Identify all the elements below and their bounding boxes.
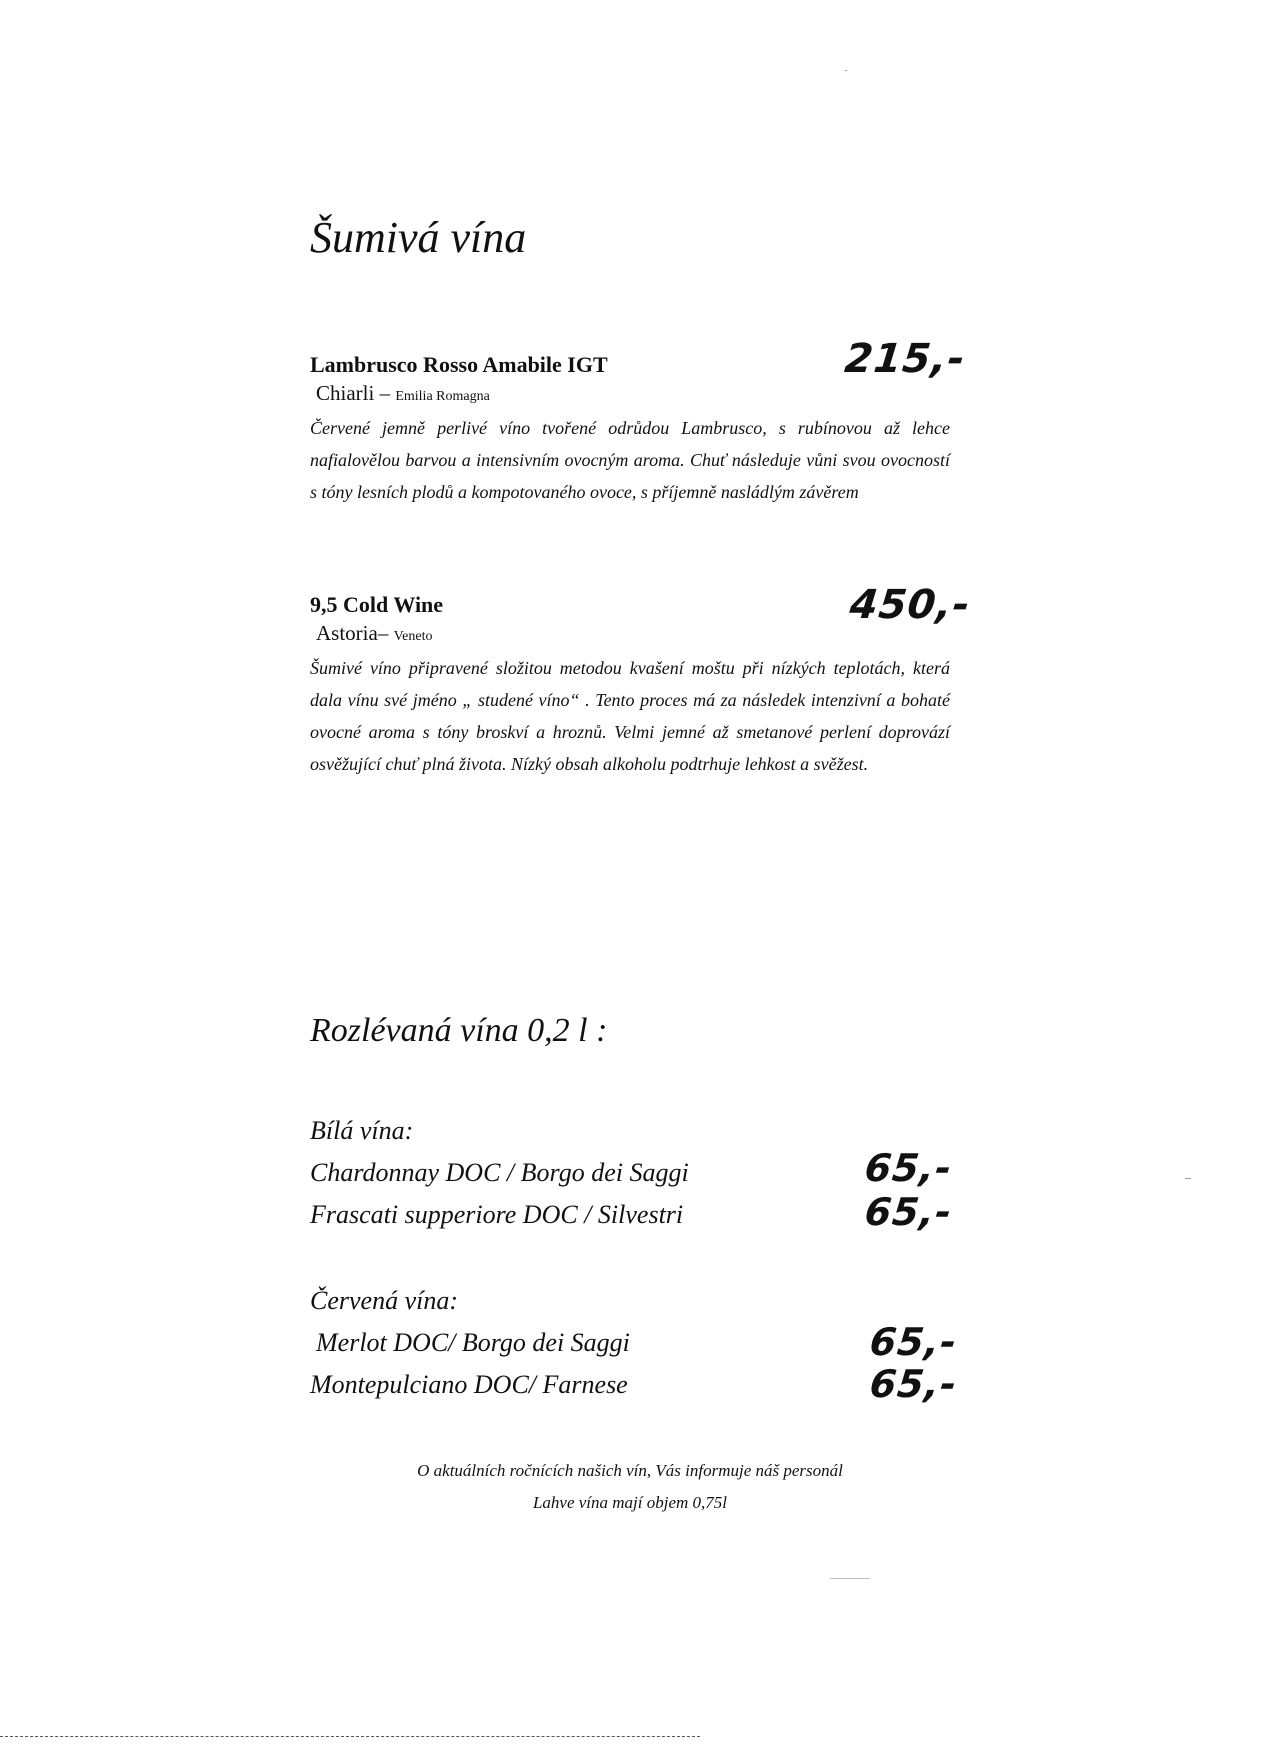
wine-region: Emilia Romagna xyxy=(395,389,490,404)
draft-wine-item: Montepulciano DOC/ Farnese xyxy=(310,1370,628,1399)
scan-speck xyxy=(830,1578,870,1579)
scan-speck xyxy=(845,70,847,71)
wine-origin xyxy=(310,380,950,410)
wine-description: Červené jemně perlivé víno tvořené odrůdou Lambrusco, s rubínovou až lehce nafialovělou barvou a intensivním ovocným aroma. Chuť následuje vůni svou ovocností s tóny lesních plodů a kompotovaného ovoce, s příjemně nasládlým závěrem xyxy=(310,418,950,502)
white-wines-label: Bílá vína: xyxy=(310,1116,414,1145)
scan-speck xyxy=(1185,1178,1191,1179)
draft-wine-price: 65,- xyxy=(867,1362,960,1406)
draft-wines-title: Rozlévaná vína 0,2 l : xyxy=(310,1012,608,1049)
wine-producer: Chiarli – xyxy=(316,381,396,405)
wine-price: 450,- xyxy=(847,582,973,628)
draft-wine-price: 65,- xyxy=(862,1190,955,1234)
footnote-vintage: O aktuálních ročnících našich vín, Vás informuje náš personál xyxy=(417,1461,843,1480)
footnote-bottle-volume: Lahve vína mají objem 0,75l xyxy=(532,1493,728,1512)
wine-producer: Astoria– xyxy=(316,621,394,645)
draft-wine-item: Merlot DOC/ Borgo dei Saggi xyxy=(316,1328,630,1357)
scan-edge-line xyxy=(0,1736,700,1738)
red-wines-label: Červená vína: xyxy=(310,1286,459,1315)
wine-region: Veneto xyxy=(393,629,433,644)
wine-name: 9,5 Cold Wine xyxy=(310,592,444,617)
draft-wine-price: 65,- xyxy=(862,1146,955,1190)
wine-name: Lambrusco Rosso Amabile IGT xyxy=(310,352,608,377)
sparkling-wines-title: Šumivá vína xyxy=(310,213,527,262)
draft-wine-item: Chardonnay DOC / Borgo dei Saggi xyxy=(310,1158,689,1187)
draft-wine-price: 65,- xyxy=(867,1320,960,1364)
wine-description: Šumivé víno připravené složitou metodou kvašení moštu při nízkých teplotách, která dala vínu své jméno „ studené víno“ . Tento proces má za následek intenzivní a bohaté ovocné aroma s tóny broskví a hroznů. Velmi jemné až smetanové perlení doprovází osvěžující chuť plná života. Nízký obsah alkoholu podtrhuje lehkost a svěžest. xyxy=(310,658,950,774)
wine-price: 215,- xyxy=(842,336,968,382)
draft-wine-item: Frascati supperiore DOC / Silvestri xyxy=(310,1200,684,1229)
